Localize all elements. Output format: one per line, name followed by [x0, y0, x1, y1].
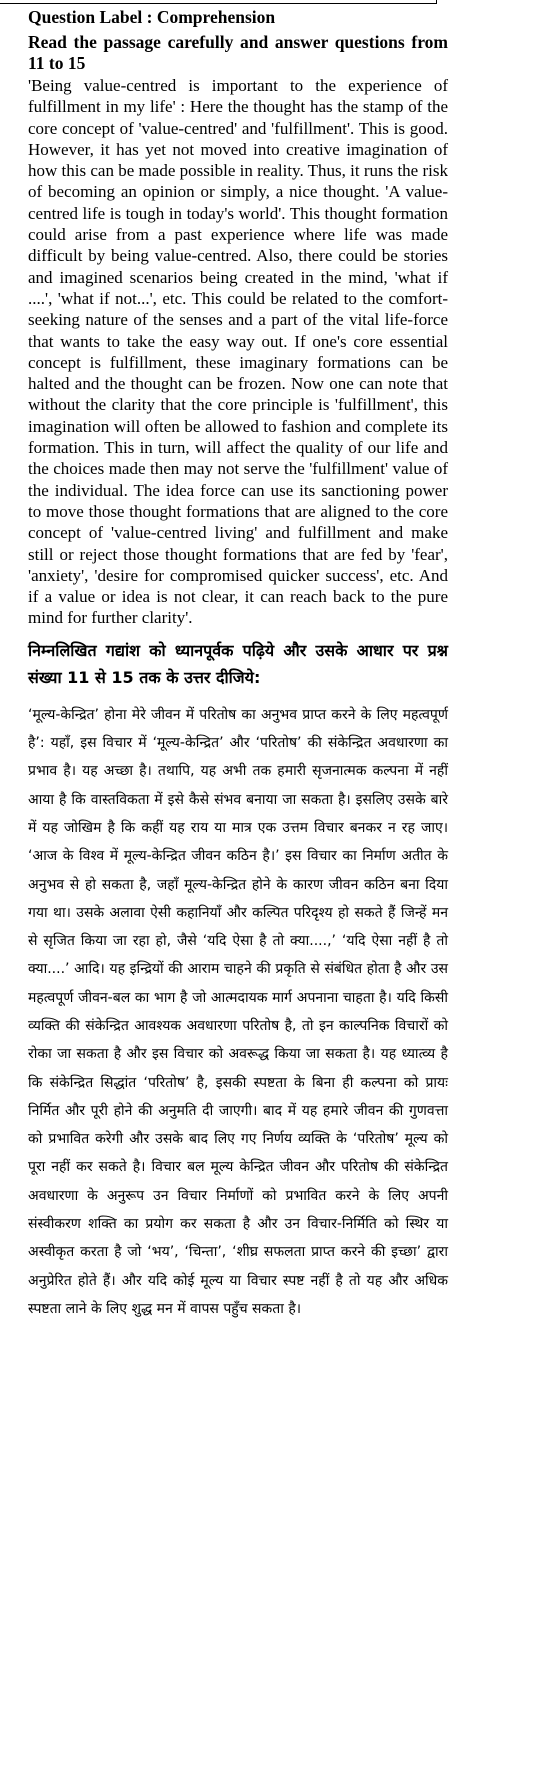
top-frame-border	[0, 0, 437, 4]
instruction-english: Read the passage carefully and answer questions from 11 to 15	[28, 32, 448, 73]
instruction-hindi: निम्नलिखित गद्यांश को ध्यानपूर्वक पढ़िये और उसके आधार पर प्रश्न संख्या 11 से 15 तक के उत्तर दीजिये:	[28, 640, 448, 687]
question-label: Question Label : Comprehension	[28, 7, 276, 27]
passage-hindi: ‘मूल्य-केन्द्रित’ होना मेरे जीवन में परितोष का अनुभव प्राप्त करने के लिए महत्वपूर्ण है’: यहाँ, इस विचार में ‘मूल्य-केन्द्रित’ और ‘परितोष’ की संकेन्द्रित अवधारणा का प्रभाव है। यह अच्छा है। तथापि, यह अभी तक हमारी सृजनात्मक कल्पना में नहीं आया है कि वास्तविकता में इसे कैसे संभव बनाया जा सकता है। इसलिए उसके बारे में यह जोखिम है कि कहीं यह राय या मात्र एक उत्तम विचार बनकर न रह जाए। ‘आज के विश्व में मूल्य-केन्द्रित जीवन कठिन है।’ इस विचार का निर्माण अतीत के अनुभव से हो सकता है, जहाँ मूल्य-केन्द्रित होने के कारण जीवन कठिन बना दिया गया था। उसके अलावा ऐसी कहानियाँ और कल्पित परिदृश्य हो सकते हैं जिन्हें मन से सृजित किया जा रहा हो, जैसे ‘यदि ऐसा है तो क्या....,’ ‘यदि ऐसा नहीं है तो क्या....’ आदि। यह इन्द्रियों की आराम चाहने की प्रकृति से संबंधित होता है और उस महत्वपूर्ण जीवन-बल का भाग है जो आत्मदायक मार्ग अपनाना चाहता है। यदि किसी व्यक्ति की संकेन्द्रित आवश्यक अवधारणा परितोष है, तो इन काल्पनिक विचारों को रोका जा सकता है और इस विचार को अवरूद्ध किया जा सकता है। यह ध्यात्व्य है कि संकेन्द्रित सिद्धांत ‘परितोष’ है, इसकी स्पष्टता के बिना ही कल्पना को प्रायः निर्मित और पूरी होने की अनुमति दी जाएगी। बाद में यह हमारे जीवन की गुणवत्ता को प्रभावित करेगी और उसके बाद लिए गए निर्णय व्यक्ति के ‘परितोष’ मूल्य को पूरा नहीं कर सकते है। विचार बल मूल्य केन्द्रित जीवन और परितोष की संकेन्द्रित अवधारणा के अनुरूप उन विचार निर्माणों को प्रभावित करने के लिए अपनी संस्वीकरण शक्ति का प्रयोग कर सकता है और उन विचार-निर्मिति को स्थिर या अस्वीकृत करता है जो ‘भय’, ‘चिन्ता’, ‘शीघ्र सफलता प्राप्त करने की इच्छा’ द्वारा अनुप्रेरित होते हैं। और यदि कोई मूल्य या विचार स्पष्ट नहीं है तो यह और अधिक स्पष्टता लाने के लिए शुद्ध मन में वापस पहुँच सकता है।	[28, 706, 448, 1317]
question-content	[28, 6, 448, 1323]
passage-english: 'Being value-centred is important to the experience of fulfillment in my life' : Here the thought has the stamp of the core concept of 'value-centred' and 'fulfillment'. This is good. However, it has yet not moved into creative imagination of how this can be made possible in reality. Thus, it runs the risk of becoming an opinion or simply, a nice thought. 'A value-centred life is tough in today's world'. This thought formation could arise from a past experience where life was made difficult by being value-centred. Also, there could be stories and imagined scenarios being created in the mind, 'what if ....', 'what if not...', etc. This could be related to the comfort-seeking nature of the senses and a part of the vital life-force that wants to take the easy way out. If one's core essential concept is fulfillment, these imaginary formations can be halted and the thought can be frozen. Now one can note that without the clarity that the core principle is 'fulfillment', this imagination will often be allowed to fashion and complete its formation. This in turn, will affect the quality of our life and the choices made then may not serve the 'fulfillment' value of the individual. The idea force can use its sanctioning power to move those thought formations that are aligned to the core concept of 'value-centred living' and fulfillment and make still or reject those thought formations that are fed by 'fear', 'anxiety', 'desire for compromised quicker success', etc. And if a value or idea is not clear, it can reach back to the pure mind for further clarity'.	[28, 76, 448, 628]
